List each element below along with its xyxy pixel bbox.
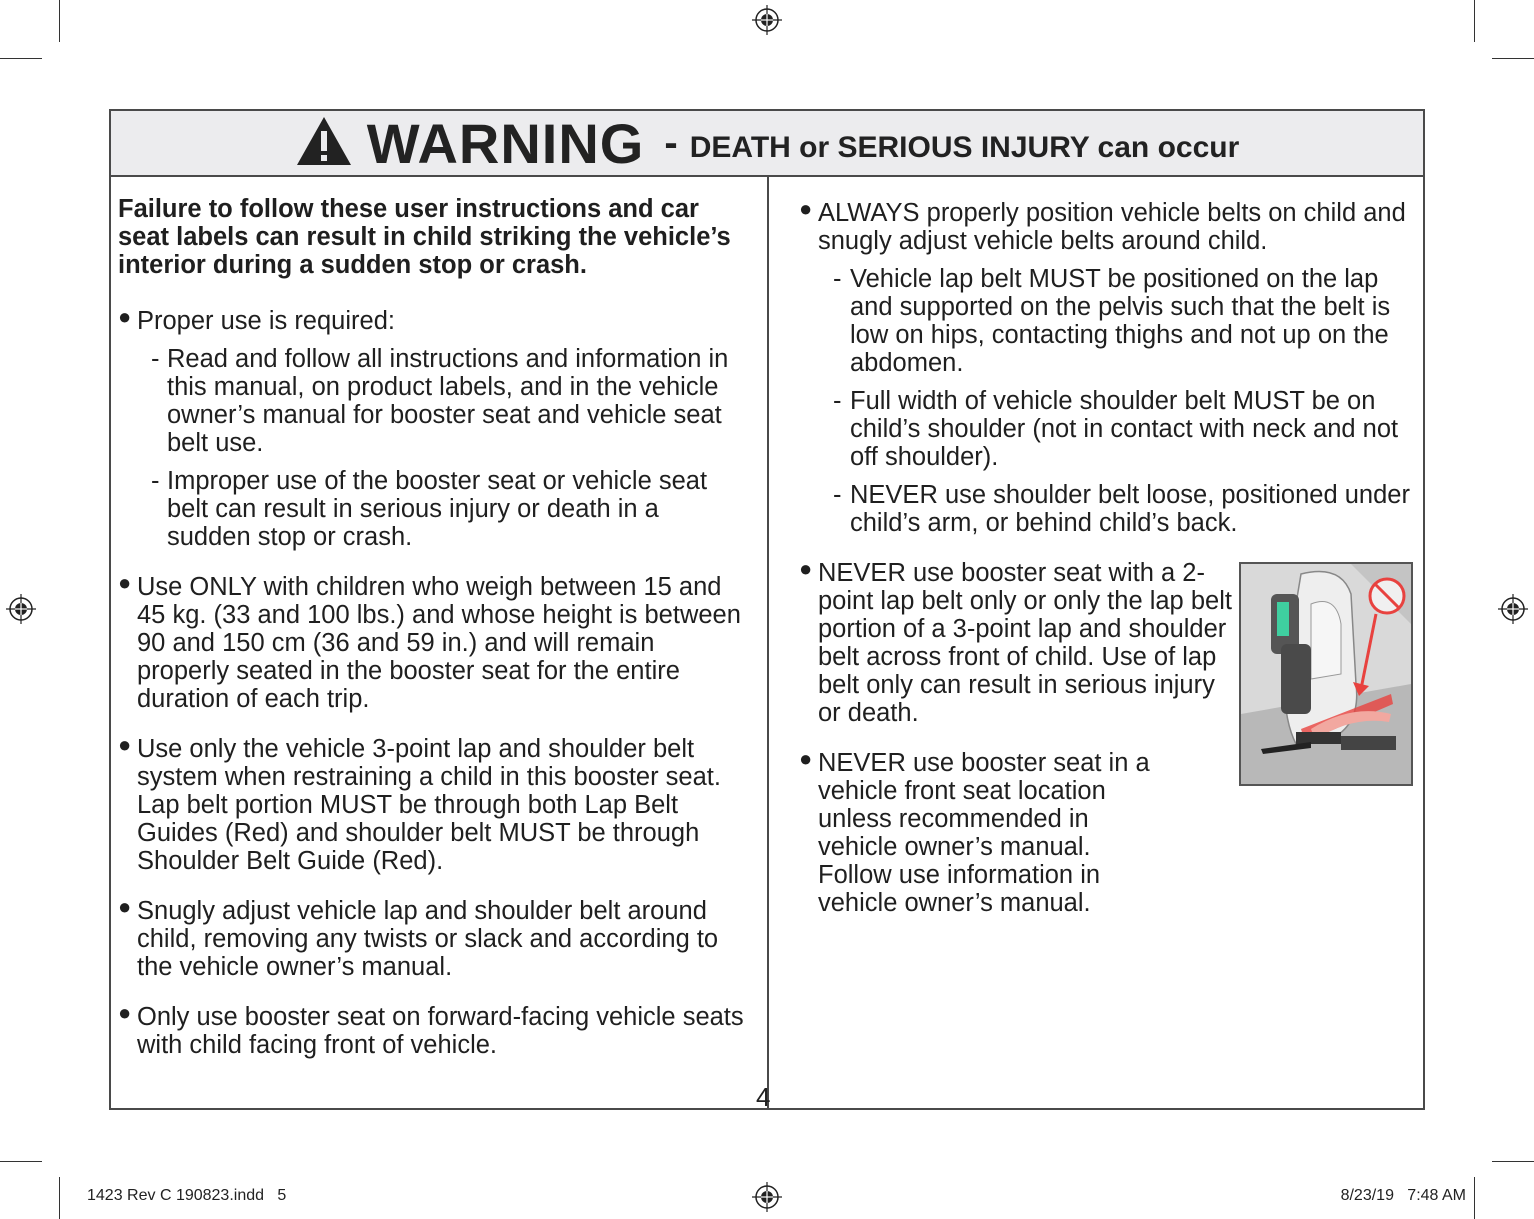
column-divider bbox=[767, 177, 769, 1108]
crop-mark-top-right-h bbox=[1492, 58, 1534, 59]
sub-item bbox=[137, 467, 748, 551]
sub-item bbox=[818, 265, 1411, 377]
bullet-icon: ● bbox=[118, 732, 132, 757]
bullet-item bbox=[118, 894, 748, 981]
sub-item-text: NEVER use shoulder belt loose, positioned under child’s arm, or behind child’s back. bbox=[850, 481, 1410, 537]
bullet-item bbox=[799, 556, 1238, 727]
bullet-icon: ● bbox=[118, 570, 132, 595]
registration-mark-icon bbox=[752, 5, 782, 35]
left-column bbox=[118, 195, 748, 1081]
warning-triangle-icon bbox=[295, 115, 353, 167]
warning-subtitle: DEATH or SERIOUS INJURY can occur bbox=[689, 131, 1240, 164]
bullet-text: Snugly adjust vehicle lap and shoulder belt around child, removing any twists or slack and according to the vehicle owner’s manual. bbox=[137, 897, 719, 981]
warning-dash: - bbox=[664, 120, 678, 165]
sub-item-text: Vehicle lap belt MUST be positioned on the lap and supported on the pelvis such that the belt is low on hips, contacting thighs and not up on the abdomen. bbox=[850, 265, 1391, 377]
warning-title: WARNING bbox=[366, 111, 645, 175]
crop-mark-bottom-right-h bbox=[1492, 1161, 1534, 1162]
page-number: 4 bbox=[756, 1082, 771, 1112]
bullet-text: NEVER use booster seat with a 2-point lap belt only or only the lap belt portion of a 3-point lap and shoulder belt across front of child. Use of lap belt only can result in serious injury or death. bbox=[818, 559, 1232, 727]
dash-icon: - bbox=[833, 265, 842, 293]
bullet-item bbox=[799, 196, 1411, 537]
sub-item-text: Read and follow all instructions and information in this manual, on product labels, and in the vehicle owner’s manual for booster seat and vehicle seat belt use. bbox=[167, 345, 729, 457]
crop-mark-bottom-left-h bbox=[0, 1161, 42, 1162]
dash-icon: - bbox=[151, 345, 160, 373]
registration-mark-icon bbox=[752, 1182, 782, 1212]
bullet-item bbox=[118, 1000, 748, 1059]
sub-item-text: Improper use of the booster seat or vehicle seat belt can result in serious injury or death in a sudden stop or crash. bbox=[167, 467, 708, 551]
footer-file-info: 1423 Rev C 190823.indd 5 bbox=[87, 1187, 287, 1204]
sub-item-text: Full width of vehicle shoulder belt MUST be on child’s shoulder (not in contact with neck and not off shoulder). bbox=[850, 387, 1399, 471]
sub-item bbox=[137, 345, 748, 457]
bullet-icon: ● bbox=[118, 304, 132, 329]
bullet-text: Use ONLY with children who weigh between 15 and 45 kg. (33 and 100 lbs.) and whose height is between 90 and 150 cm (36 and 59 in.) and will remain properly seated in the booster seat for the entire duration of each trip. bbox=[137, 573, 741, 713]
bullet-icon: ● bbox=[799, 746, 813, 771]
bullet-item bbox=[118, 570, 748, 713]
bullet-item bbox=[118, 732, 748, 875]
registration-mark-icon bbox=[6, 594, 36, 624]
warning-box bbox=[109, 109, 1425, 1110]
bullet-text: Only use booster seat on forward-facing vehicle seats with child facing front of vehicle. bbox=[137, 1003, 744, 1059]
dash-icon: - bbox=[151, 467, 160, 495]
sub-item bbox=[818, 387, 1411, 471]
bullet-icon: ● bbox=[118, 1000, 132, 1025]
sub-item bbox=[818, 481, 1411, 537]
bullet-icon: ● bbox=[118, 894, 132, 919]
booster-seat-lap-belt-icon bbox=[1241, 564, 1411, 784]
crop-mark-top-left-v bbox=[59, 0, 60, 42]
bullet-text: Use only the vehicle 3-point lap and shoulder belt system when restraining a child in this booster seat. Lap belt portion MUST be through both Lap Belt Guides (Red) and shoulder belt MUST be through Shoulder Belt Guide (Red). bbox=[137, 735, 721, 875]
crop-mark-top-left-h bbox=[0, 58, 42, 59]
registration-mark-icon bbox=[1498, 594, 1528, 624]
bullet-text: NEVER use booster seat in a vehicle front seat location unless recommended in vehicle owner’s manual. Follow use information in vehicle owner’s manual. bbox=[818, 749, 1150, 917]
bullet-icon: ● bbox=[799, 196, 813, 221]
bullet-text: ALWAYS properly position vehicle belts on child and snugly adjust vehicle belts around child. bbox=[818, 199, 1406, 255]
bullet-item bbox=[799, 746, 1168, 917]
bullet-item bbox=[118, 304, 748, 551]
bullet-icon: ● bbox=[799, 556, 813, 581]
intro-statement: Failure to follow these user instructions and car seat labels can result in child striking the vehicle’s interior during a sudden stop or crash. bbox=[118, 195, 731, 279]
crop-mark-bottom-right-v bbox=[1474, 1177, 1475, 1219]
crop-mark-bottom-left-v bbox=[59, 1177, 60, 1219]
dash-icon: - bbox=[833, 481, 842, 509]
dash-icon: - bbox=[833, 387, 842, 415]
booster-seat-illustration bbox=[1239, 562, 1413, 786]
bullet-text: Proper use is required: bbox=[137, 307, 395, 335]
footer-date-info: 8/23/19 7:48 AM bbox=[1340, 1187, 1466, 1204]
crop-mark-top-right-v bbox=[1474, 0, 1475, 42]
warning-banner bbox=[111, 111, 1423, 177]
